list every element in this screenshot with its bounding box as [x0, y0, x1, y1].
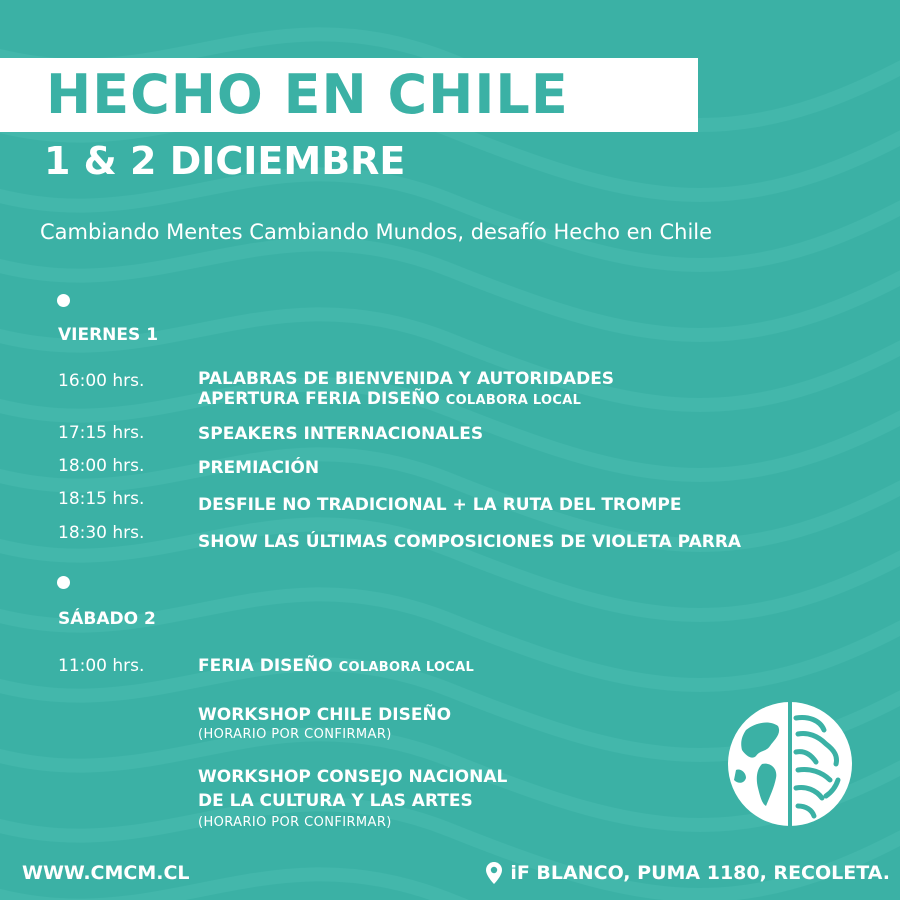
- map-pin-icon: [486, 862, 502, 884]
- day-label-sabado: SÁBADO 2: [58, 609, 156, 629]
- event-subnote: (HORARIO POR CONFIRMAR): [198, 815, 392, 830]
- event-time: 11:00 hrs.: [58, 656, 145, 676]
- event-title: WORKSHOP CHILE DISEÑO: [198, 705, 452, 725]
- event-note: COLABORA LOCAL: [338, 660, 475, 675]
- event-title: FERIA DISEÑO COLABORA LOCAL: [198, 656, 475, 676]
- event-location: [486, 862, 890, 884]
- event-title: PREMIACIÓN: [198, 458, 320, 478]
- event-subnote: (HORARIO POR CONFIRMAR): [198, 727, 392, 742]
- bullet-dot-icon: [57, 576, 70, 589]
- event-title: WORKSHOP CONSEJO NACIONAL DE LA CULTURA Y LAS ARTES: [198, 767, 508, 811]
- location-text: iF BLANCO, PUMA 1180, RECOLETA.: [510, 862, 890, 884]
- event-time: 18:30 hrs.: [58, 523, 145, 543]
- event-note: COLABORA LOCAL: [445, 393, 582, 408]
- event-date: 1 & 2 DICIEMBRE: [44, 139, 406, 183]
- bullet-dot-icon: [57, 294, 70, 307]
- title-banner: [0, 58, 698, 132]
- event-time: 18:15 hrs.: [58, 489, 145, 509]
- website-link[interactable]: WWW.CMCM.CL: [22, 862, 190, 884]
- event-time: 18:00 hrs.: [58, 456, 145, 476]
- event-title: SPEAKERS INTERNACIONALES: [198, 424, 484, 444]
- event-subtitle: Cambiando Mentes Cambiando Mundos, desafío Hecho en Chile: [40, 220, 713, 244]
- event-title: SHOW LAS ÚLTIMAS COMPOSICIONES DE VIOLETA PARRA: [198, 532, 742, 552]
- event-time: 16:00 hrs.: [58, 371, 145, 391]
- event-time: 17:15 hrs.: [58, 423, 145, 443]
- event-title: DESFILE NO TRADICIONAL + LA RUTA DEL TROMPE: [198, 495, 682, 515]
- event-title: PALABRAS DE BIENVENIDA Y AUTORIDADES APERTURA FERIA DISEÑO COLABORA LOCAL: [198, 369, 615, 409]
- day-label-viernes: VIERNES 1: [58, 325, 159, 345]
- page-title: HECHO EN CHILE: [46, 63, 569, 126]
- globe-brain-logo-icon: [726, 700, 854, 828]
